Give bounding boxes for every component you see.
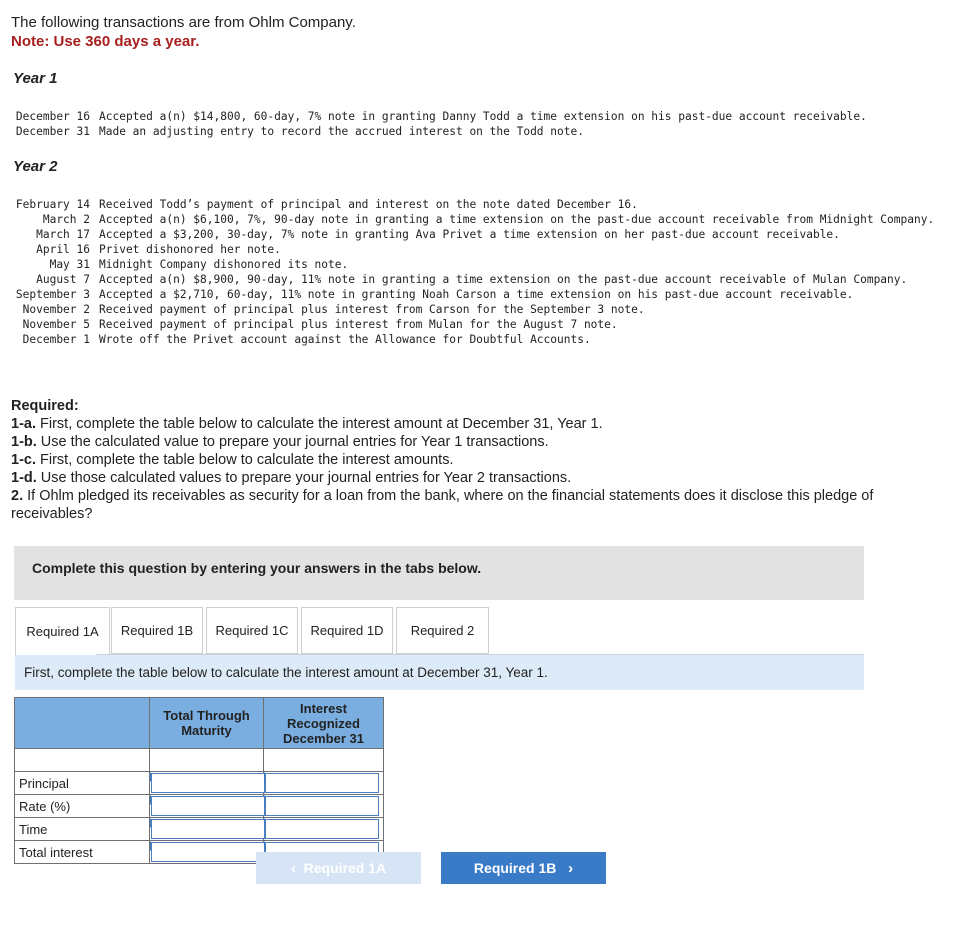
transaction-desc: Accepted a(n) $14,800, 60-day, 7% note in granting Danny Todd a time extension on his past-due account receivable. <box>99 110 867 123</box>
transaction-desc: Privet dishonored her note. <box>99 243 281 256</box>
required-key: 1-c. <box>11 452 36 468</box>
transaction-row <box>10 272 939 287</box>
transaction-date: March 2 <box>42 213 90 226</box>
total-interest-total-cell <box>150 841 264 864</box>
required-text: Use those calculated values to prepare your journal entries for Year 2 transactions. <box>36 470 572 486</box>
required-item <box>11 487 946 523</box>
total-interest-total-input[interactable] <box>151 842 265 862</box>
required-item <box>11 451 946 469</box>
required-item <box>11 433 946 451</box>
row-label-principal: Principal <box>15 772 150 795</box>
year1-label: Year 1 <box>13 70 58 87</box>
transaction-row <box>10 212 939 227</box>
required-key: 1-b. <box>11 434 37 450</box>
transaction-desc: Midnight Company dishonored its note. <box>99 258 349 271</box>
row-label-total-interest: Total interest <box>15 841 150 864</box>
required-section <box>11 397 946 523</box>
rate-interest-input[interactable] <box>265 796 379 816</box>
transaction-row <box>10 227 939 242</box>
year2-transactions <box>10 197 939 347</box>
required-heading: Required: <box>11 398 79 414</box>
transaction-row <box>10 287 939 302</box>
transaction-date: February 14 <box>15 198 90 211</box>
principal-interest-input[interactable] <box>265 773 379 793</box>
transaction-date: March 17 <box>36 228 90 241</box>
table-row <box>15 795 384 818</box>
time-total-cell <box>150 818 264 841</box>
required-text: If Ohlm pledged its receivables as security for a loan from the bank, where on the financial statements does it disclose this pledge of receivables? <box>11 488 874 522</box>
transaction-desc: Accepted a $2,710, 60-day, 11% note in granting Noah Carson a time extension on his past-due account receivable. <box>99 288 854 301</box>
row-label-rate: Rate (%) <box>15 795 150 818</box>
transaction-date: November 2 <box>22 303 90 316</box>
table-spacer-cell <box>15 749 150 772</box>
rate-total-input[interactable] <box>151 796 265 816</box>
required-key: 2. <box>11 488 24 504</box>
transaction-desc: Received payment of principal plus interest from Carson for the September 3 note. <box>99 303 645 316</box>
transaction-row <box>10 124 939 139</box>
prev-tab-button[interactable] <box>256 852 421 884</box>
time-interest-input[interactable] <box>265 819 379 839</box>
transaction-row <box>10 109 939 124</box>
interest-table <box>14 697 384 864</box>
principal-interest-cell <box>264 772 384 795</box>
transaction-desc: Made an adjusting entry to record the accrued interest on the Todd note. <box>99 125 584 138</box>
transaction-date: May 31 <box>49 258 90 271</box>
transaction-row <box>10 332 939 347</box>
required-item <box>11 415 946 433</box>
table-spacer-cell <box>264 749 384 772</box>
next-tab-label: Required 1B <box>473 860 557 876</box>
panel-instruction: First, complete the table below to calculate the interest amount at December 31, Year 1. <box>24 665 548 680</box>
tab-required-1b[interactable]: Required 1B <box>111 607 203 654</box>
transaction-row <box>10 242 939 257</box>
table-header-interest: Interest Recognized December 31 <box>264 698 384 749</box>
transaction-date: April 16 <box>36 243 90 256</box>
required-item <box>11 469 946 487</box>
principal-total-input[interactable] <box>151 773 265 793</box>
required-key: 1-d. <box>11 470 37 486</box>
intro-text: The following transactions are from Ohlm Company. <box>11 14 356 31</box>
transaction-desc: Received Todd’s payment of principal and interest on the note dated December 16. <box>99 198 638 211</box>
transaction-date: December 16 <box>15 110 90 123</box>
transaction-date: December 1 <box>22 333 90 346</box>
year2-label: Year 2 <box>13 158 58 175</box>
table-row <box>15 772 384 795</box>
tab-required-1a[interactable]: Required 1A <box>15 607 110 655</box>
transaction-desc: Wrote off the Privet account against the Allowance for Doubtful Accounts. <box>99 333 591 346</box>
required-text: Use the calculated value to prepare your journal entries for Year 1 transactions. <box>36 434 549 450</box>
transaction-row <box>10 197 939 212</box>
transaction-date: September 3 <box>15 288 90 301</box>
transaction-desc: Accepted a(n) $8,900, 90-day, 11% note in granting a time extension on the past-due account receivable of Mulan Company. <box>99 273 908 286</box>
table-spacer-row <box>15 749 384 772</box>
tab-required-1c[interactable]: Required 1C <box>206 607 298 654</box>
required-text: First, complete the table below to calculate the interest amounts. <box>36 452 454 468</box>
tab-required-2[interactable]: Required 2 <box>396 607 489 654</box>
required-text: First, complete the table below to calculate the interest amount at December 31, Year 1. <box>36 416 603 432</box>
row-label-time: Time <box>15 818 150 841</box>
transaction-desc: Accepted a(n) $6,100, 7%, 90-day note in granting a time extension on the past-due account receivable from Midnight Company. <box>99 213 935 226</box>
rate-total-cell <box>150 795 264 818</box>
tab-required-1d[interactable]: Required 1D <box>301 607 393 654</box>
time-total-input[interactable] <box>151 819 265 839</box>
transaction-date: August 7 <box>36 273 90 286</box>
panel-header <box>15 655 864 690</box>
transaction-date: December 31 <box>15 125 90 138</box>
instruction-text: Complete this question by entering your answers in the tabs below. <box>32 560 482 576</box>
year1-transactions <box>10 109 939 139</box>
transaction-row <box>10 257 939 272</box>
table-header-total: Total Through Maturity <box>150 698 264 749</box>
chevron-left-icon: ‹ <box>290 859 296 877</box>
table-header-blank <box>15 698 150 749</box>
required-key: 1-a. <box>11 416 36 432</box>
intro <box>11 13 356 51</box>
instruction-banner <box>14 546 864 600</box>
transaction-desc: Accepted a $3,200, 30-day, 7% note in granting Ava Privet a time extension on her past-due account receivable. <box>99 228 840 241</box>
transaction-row <box>10 302 939 317</box>
transaction-row <box>10 317 939 332</box>
prev-tab-label: Required 1A <box>303 860 387 876</box>
chevron-right-icon: › <box>568 859 574 877</box>
transaction-date: November 5 <box>22 318 90 331</box>
table-spacer-cell <box>150 749 264 772</box>
table-row <box>15 818 384 841</box>
transaction-desc: Received payment of principal plus interest from Mulan for the August 7 note. <box>99 318 618 331</box>
rate-interest-cell <box>264 795 384 818</box>
principal-total-cell <box>150 772 264 795</box>
next-tab-button[interactable] <box>441 852 606 884</box>
table-header-row <box>15 698 384 749</box>
note-text: Note: Use 360 days a year. <box>11 33 200 50</box>
time-interest-cell <box>264 818 384 841</box>
